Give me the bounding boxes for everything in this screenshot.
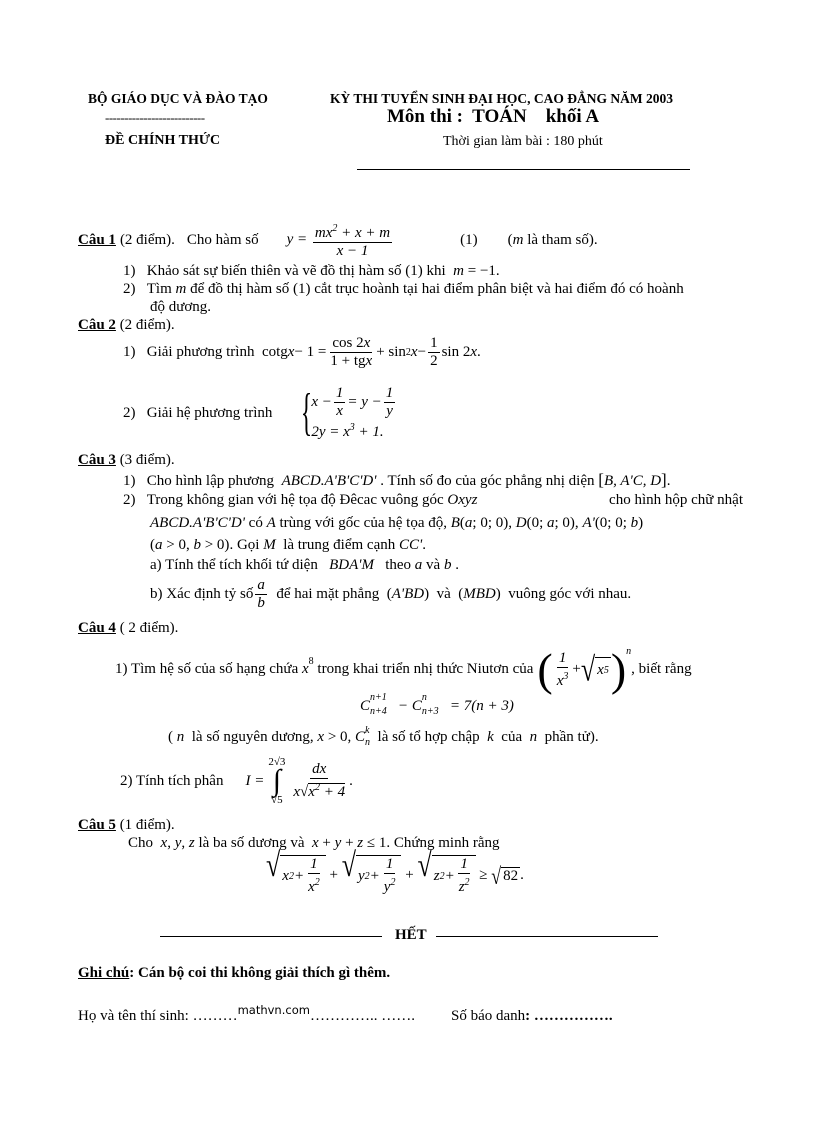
official-label: ĐỀ CHÍNH THỨC <box>105 133 221 148</box>
header-rule <box>357 169 690 170</box>
ministry-name: BỘ GIÁO DỤC VÀ ĐÀO TẠO <box>88 91 268 106</box>
candidate-name-line: Họ và tên thí sinh: ………$^{mathvn.com}$………….. ……. <box>78 1003 415 1024</box>
q4-item1: 1) Tìm hệ số của số hạng chứa x $^8$ trong khai triển nhị thức Niutơn của ( $\frac{1}{x^3}$ + √ x 5 ) $^n$ , biết rằng <box>115 644 692 695</box>
q3-part-b: b) Xác định tỷ số $\frac{a}{b}$ để hai mặt phẳng ( A'BD ) và ( MBD ) vuông góc với nhau. <box>150 577 632 611</box>
q1-points: (2 điểm). <box>119 231 175 248</box>
q5-intro: Cho x, y, z là ba số dương và x + y + z ≤ 1. Chứng minh rằng <box>128 835 500 851</box>
q2-item2: 2) Giải hệ phương trình { x − $\frac{1}{x}$ = y − $\frac{1}{y}$ $2y = x^3 + 1$. <box>123 384 394 441</box>
end-rule-left <box>160 936 382 937</box>
q1-item1: 1) Khảo sát sự biến thiên và vẽ đồ thị hàm số (1) khi m = −1. <box>123 263 500 279</box>
q5-inequality: √ x 2 + $\frac{1}{x^2}$ + √ y 2 + $\frac{1}{y^2}$ + √ z 2 + $\frac{1}{z^2}$ ≥ √ 82 . <box>266 846 524 895</box>
q1-param-note: là tham số). <box>527 231 598 248</box>
q4-combination-eq: C $_{n+1 n+4}$ − C $_{n n+3}$ = 7(n + 3) <box>360 692 514 717</box>
subject-title: Môn thi : TOÁN khối A <box>387 106 600 127</box>
end-marker: HẾT <box>395 927 427 943</box>
q3-item1: 1) Cho hình lập phương ABCD.A'B'C'D' . Tính số đo của góc phẳng nhị diện [B, A'C, D]. <box>123 470 671 489</box>
q4-line: Câu 4 ( 2 điểm). <box>78 620 179 636</box>
q5-line: Câu 5 (1 điểm). <box>78 817 175 833</box>
q1-intro: Cho hàm số <box>186 231 259 248</box>
q3-part-a: a) Tính thể tích khối tứ diện BDA'M theo a và b . <box>150 557 459 573</box>
end-rule-right <box>436 936 658 937</box>
q3-item2-l2: ABCD.A'B'C'D' có A trùng với gốc của hệ tọa độ, B(a; 0; 0), D(0; a; 0), A'(0; 0; b) <box>150 515 644 531</box>
q1-line: Câu 1 (2 điểm). Cho hàm số y = $\frac{mx^2 + x + m}{x - 1}$ (1) (m là tham số). <box>78 220 598 260</box>
header-dashes: -------------------------- <box>105 110 205 125</box>
q1-eq-num: (1) <box>460 231 478 248</box>
exam-title: KỲ THI TUYỂN SINH ĐẠI HỌC, CAO ĐẲNG NĂM 2003 <box>330 91 674 106</box>
q3-item2: 2) Trong không gian với hệ tọa độ Đêcac vuông góc Oxyz cho hình hộp chữ nhật <box>123 492 743 508</box>
q1-formula: y = $\frac{mx^2 + x + m}{x - 1}$ <box>287 220 395 260</box>
watermark: mathvn.com <box>237 1003 310 1017</box>
note: Ghi chú: Cán bộ coi thi không giải thích gì thêm. <box>78 965 391 981</box>
q3-line: Câu 3 (3 điểm). <box>78 452 175 468</box>
q3-item2-l3: (a > 0, b > 0). Gọi M là trung điểm cạnh CC'. <box>150 537 426 553</box>
q4-condition: ( n là số nguyên dương, x > 0, C $_{k n}$ là số tổ hợp chập k của n phần tử). <box>168 725 599 748</box>
q2-line: Câu 2 (2 điểm). <box>78 317 175 333</box>
candidate-number-line: Số báo danh: ……………. <box>451 1008 613 1024</box>
q4-item2: 2) Tính tích phân I = 2√3 ∫ √5 $\frac{dx}{x√x^2 + 4}$ . <box>120 756 353 806</box>
q2-item1: 1) Giải phương trình cotg x − 1 = $\frac{\cos 2x}{\text{1 + tgx}}$ + sin 2 x − $\frac{1}{2}$ sin 2 x . <box>123 335 481 369</box>
q1-item2-cont: độ dương. <box>150 299 212 315</box>
duration: Thời gian làm bài : 180 phút <box>443 134 603 149</box>
q1-label: Câu 1 <box>78 231 116 248</box>
q1-item2: 2) Tìm m để đồ thị hàm số (1) cắt trục hoành tại hai điểm phân biệt và hai điểm đó có hoành <box>123 281 684 297</box>
